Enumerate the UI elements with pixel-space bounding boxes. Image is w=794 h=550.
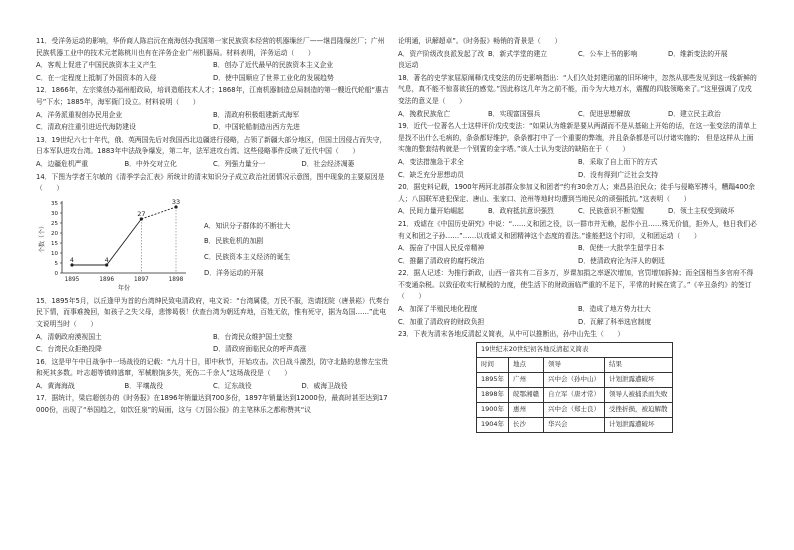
option-b: B．清政府积极组建新式海军 xyxy=(213,110,300,119)
question-stem: 21．戏谑在《中国历史研究》中说：“……义和团之役，以一群市井无赖，起作小丑……殊无价值，拒外人，他日我们必有义和团之子孙……”……以戏谑义和团精神这个态度的看法。”谁能把这个打印，义和团运动（ ） xyxy=(398,219,757,240)
y-tick-label: 25 xyxy=(51,220,58,227)
question-18 xyxy=(398,73,758,120)
option-a: A．客观上促进了中国民族资本主义产生 xyxy=(36,61,157,70)
chart-area xyxy=(36,197,390,293)
table-cell: 1898年 xyxy=(477,387,509,402)
y-tick-label: 20 xyxy=(51,230,58,237)
table-cell: 兴中会（孙中山） xyxy=(544,372,605,387)
question-14 xyxy=(36,172,390,293)
option-c: C．清政府注重引进近代海防建设 xyxy=(36,123,136,132)
data-label: 4 xyxy=(104,255,109,264)
question-11 xyxy=(36,36,390,84)
question-stem: 15．1895年5月，以丘逢甲为首的台湾绅民致电清政府，电文说：“台湾属倭，万民不服，迭请抚院（唐景崧）代奏台民下情，而事难挽回，如孩子之失父母，悲惨曷极！伏查台湾为朝廷弃地，百姓无依，惟有死守，据为岛国……”此电文说明当时（ ） xyxy=(36,296,390,328)
option-b: B．政府抵抗意识强烈 xyxy=(488,207,554,216)
question-stem: 14．下图为学者王尔敏的《清季学会汇表》所统计的清末知识分子成立政治社团情况示意图，图中现象的主要原因是（ ） xyxy=(36,172,385,193)
table-caption: 19世纪末20世纪初各地反清起义简表 xyxy=(477,342,673,357)
option-d: D．洋务运动的开展 xyxy=(204,268,264,277)
option-d: D．使中国顺应了世界工业化的发展趋势 xyxy=(213,73,334,82)
x-tick-label: 1897 xyxy=(133,276,149,283)
question-stem: 23．下表为清末各地反清起义简表，从中可以推断出，孙中山先生（ ） xyxy=(398,330,625,339)
table-cell: 1900年 xyxy=(477,402,509,417)
question-13 xyxy=(36,135,390,171)
option-d: D．维新变法的开展 xyxy=(668,49,728,58)
option-a: A．民间力量开始崛起 xyxy=(398,207,464,216)
option-b: B．实现富国强兵 xyxy=(488,109,541,118)
option-c: C．缺乏充分思想动员 xyxy=(398,170,464,179)
data-label: 33 xyxy=(171,197,181,206)
y-tick-label: 0 xyxy=(54,270,58,277)
question-20 xyxy=(398,182,758,218)
table-row xyxy=(477,402,673,417)
option-d: D．领土主权受到破坏 xyxy=(668,207,735,216)
option-a: A．知识分子群体的不断壮大 xyxy=(204,221,291,230)
y-tick-label: 10 xyxy=(51,250,58,257)
option-c: C．推翻了清政府的腐朽统治 xyxy=(398,256,485,265)
option-b: B．平壤战役 xyxy=(124,381,164,390)
option-c: C．台湾民众拒绝投降 xyxy=(36,345,102,354)
option-b: B．采取了自上而下的方式 xyxy=(578,157,658,166)
question-12 xyxy=(36,85,390,133)
question-21 xyxy=(398,219,758,267)
option-a: A．洋务派重视创办民用企业 xyxy=(36,110,123,119)
y-tick-label: 15 xyxy=(51,240,58,247)
x-tick-label: 1895 xyxy=(64,276,80,283)
table-cell: 长沙 xyxy=(509,417,544,432)
option-c: C．民族资本主义经济的诞生 xyxy=(204,252,291,261)
x-tick-label: 1898 xyxy=(168,276,184,283)
option-b: B．新式学堂的建立 xyxy=(488,49,548,58)
table-cell: 受挫折损，被迫解散 xyxy=(605,402,673,417)
option-d: D．使清政府沦为洋人的朝廷 xyxy=(578,256,665,265)
option-b: B．创办了近代最早的民族资本主义企业 xyxy=(213,61,334,70)
table-row xyxy=(477,417,673,432)
option-c: C．列强力量分一 xyxy=(213,159,266,168)
option-c: C．民族意识不断觉醒 xyxy=(578,207,644,216)
table-cell: 计划泄露遭破坏 xyxy=(605,417,673,432)
uprising-table xyxy=(476,342,673,433)
question-17 xyxy=(36,393,390,416)
option-c: C．加重了清政府的财政负担 xyxy=(398,317,485,326)
line-chart xyxy=(36,197,196,293)
option-b: B．中外交对立化 xyxy=(124,159,177,168)
series-line-dashed xyxy=(141,207,176,219)
question-stem: 22．据人记述：为推行新政，山西一省共有二百多万，岁课加捐之率逐次增加，官罚增加拆掉；而全国相当多官府不得不变通杂税。以致征收实行赋税的力度，使生活下的财政面临严重的不足下，平常的时候在赏了。”《辛丑条约》的签订（ ） xyxy=(398,269,754,301)
question-stem: 17．据统计，梁启超创办的《时务报》在1896年销量达到700多份，1897年销量达到12000份，最高时甚至达到17000份，出现了“举国趋之，如饮狂泉”的局面，这与《万国公报》的主笔林乐之都称赞其“议 xyxy=(36,394,388,415)
question-17-continued xyxy=(398,36,758,72)
x-axis-label: 年份 xyxy=(117,284,131,292)
question-stem: 16．这是甲午中日战争中一场战役的记载：“九月十日，即中秋节，开始攻击。次日战斗激烈，防守北路的悲惨左宝贵和死其多数。叶志超等镇帅逃窜，军械粮饷多失，死伤二千余人”这场战役是（ ） xyxy=(36,357,389,378)
option-b: B．台湾民众维护国土完整 xyxy=(213,332,293,341)
question-stem: 18．著名的史学家屈原阐释戊戌变法的历史影响指出：“人们久处封建闭塞的旧环境中，忽然从那些发见到这一线新鲜的气息，真不能不惊喜欲狂的感觉。”因此称这几年为之前不能，而今为大地万水，震醒的四肢领略来了。”这里强调了戊戌变法的意义是（ ） xyxy=(398,73,757,105)
option-d: D．没有得到广泛社会支持 xyxy=(578,170,658,179)
y-tick-label: 5 xyxy=(54,260,58,267)
option-a: A．变法措施急于求全 xyxy=(398,157,464,166)
option-b: B．造成了地方势力壮大 xyxy=(578,305,651,314)
option-b: B．促使一大批学生留学日本 xyxy=(578,244,665,253)
question-19 xyxy=(398,121,758,181)
table-cell: 广州 xyxy=(509,372,544,387)
option-a: A．挽救民族危亡 xyxy=(398,109,451,118)
option-a: A．资产阶级改良派发起了改良运动 xyxy=(398,49,485,70)
option-a: A．振奋了中国人民反帝精神 xyxy=(398,244,485,253)
table-cell: 1895年 xyxy=(477,372,509,387)
option-c: C．公车上书的影响 xyxy=(578,49,638,58)
question-stem: 20．据史料记载，1900年两河北部群众参加义和团者“约有30余万人；束昌县泊民众；徒手与侵略军搏斗，糟蹋400余人；八国联军进犯保定、唐山、张家口、沧州等地时均遭到当地民众的顽强抵抗。”这表明（ ） xyxy=(398,183,755,203)
y-tick-label: 30 xyxy=(51,210,58,217)
question-stem: 11．受洋务运动的影响，华侨商人陈启沅在南海创办我国第一家民族资本经营的机器缫丝厂——继昌隆缫丝厂；广州民族机器工业中的技术元老陈桃川也有在洋务企业广州机器局。材料表明，洋务运动（ ） xyxy=(36,37,385,57)
option-c: C．促进思想解放 xyxy=(578,109,631,118)
question-stem: 12．1866年，左宗棠创办福州船政局，培训造船技术人才；1868年，江南机器制造总局制造的第一艘近代轮船“惠吉号”下水；1885年，海军衙门设立。材料说明（ ） xyxy=(36,86,389,106)
question-stem: 13．19世纪六七十年代，俄、英两国先后对我国西北边疆进行侵略，占领了新疆大部分地区，但国土因侵占而失守，日本军队进攻台湾。1883年中法战争爆发，第二年，法军进攻台湾。这些侵略事件反映了近代中国（ ） xyxy=(36,135,387,156)
option-d: D．瓦解了科举选官制度 xyxy=(578,317,652,326)
option-d: D．社会经济凋萎 xyxy=(301,159,355,168)
left-column xyxy=(36,36,390,418)
data-label: 4 xyxy=(69,255,75,264)
right-column xyxy=(398,36,758,433)
option-c: C．辽东战役 xyxy=(213,381,252,390)
question-22 xyxy=(398,268,758,328)
option-a: A．清朝政府漠视国土 xyxy=(36,332,102,341)
option-b: B．民族危机的加剧 xyxy=(204,237,264,246)
option-a: A．加深了半殖民地化程度 xyxy=(398,305,478,314)
table-row xyxy=(477,372,673,387)
question-stem: 19．近代一位著名人士这样评价戊戌变法：“如果认为维新是要从两湖而不是从基础上开始的话，在这一张变法的清单上是找不出什么毛病的，条条都好维护，条条都打中了一个重要的弊端，并且条条都是可以付诸实施的； 但是这样从上面实施的整套结构就是一个别置的金字塔。”该人士认为变法的缺陷在于（ ） xyxy=(398,122,757,154)
header-cell: 结果 xyxy=(605,357,673,372)
table-cell: 自立军（唐才常） xyxy=(544,387,605,402)
x-tick-label: 1896 xyxy=(99,276,115,283)
question-23 xyxy=(398,329,758,433)
data-label: 27 xyxy=(137,209,146,218)
y-axis-label: 个数（个） xyxy=(39,222,46,253)
header-cell: 地点 xyxy=(509,357,544,372)
table-cell: 兴中会（郑士良） xyxy=(544,402,605,417)
option-a: A．黄海海战 xyxy=(36,381,75,390)
option-d: D．中国轮船制造出西方先进 xyxy=(213,123,300,132)
table-cell: 1904年 xyxy=(477,417,509,432)
table-row xyxy=(477,387,673,402)
question-16 xyxy=(36,357,390,393)
question-15 xyxy=(36,296,390,356)
option-d: D．威海卫战役 xyxy=(301,381,348,390)
table-cell: 皖鄂湘赣 xyxy=(509,387,544,402)
header-cell: 时间 xyxy=(477,357,509,372)
option-a: A．边疆危机严重 xyxy=(36,159,89,168)
table-cell: 领导人被捕杀而失败 xyxy=(605,387,673,402)
option-c: C．在一定程度上抵制了外国资本的入侵 xyxy=(36,73,157,82)
table-cell: 华兴会 xyxy=(544,417,605,432)
option-d: D．清政府面临民众的呼声高涨 xyxy=(213,345,307,354)
table-cell: 计划泄露遭破坏 xyxy=(605,372,673,387)
header-cell: 领导 xyxy=(544,357,605,372)
table-cell: 惠州 xyxy=(509,402,544,417)
table-header-row xyxy=(477,357,673,372)
question-stem-continued: 论明通，识解超卓”。《时务报》畅销的背景是（ ） xyxy=(398,37,562,45)
option-d: D．建立民主政治 xyxy=(668,109,721,118)
y-tick-label: 35 xyxy=(51,200,58,207)
